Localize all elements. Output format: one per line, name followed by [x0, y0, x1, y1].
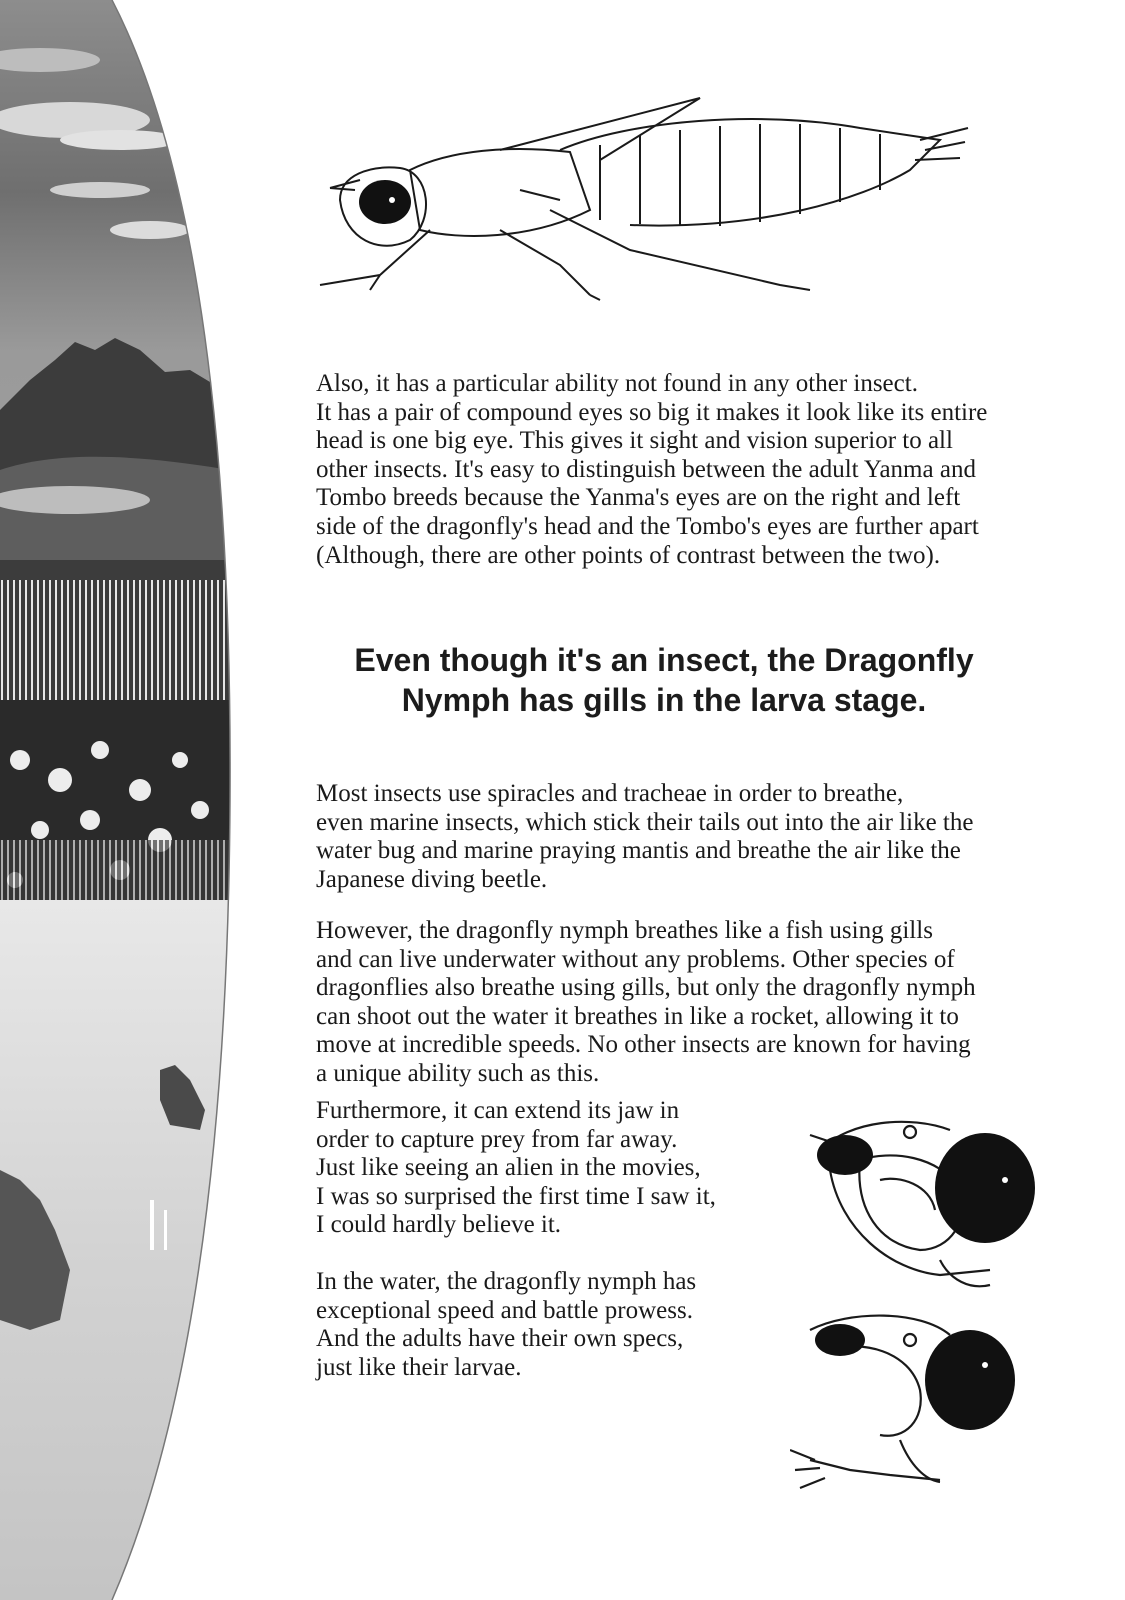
extending-jaw-paragraph: Furthermore, it can extend its jaw in order to capture prey from far away. Just like seeing an alien in the movies, I was so surprised the first time I saw it, I could hardly believe it. [316, 1097, 716, 1239]
landscape-side-art [0, 0, 260, 1600]
dragonfly-nymph-illustration [300, 90, 1000, 320]
battle-prowess-paragraph: In the water, the dragonfly nymph has exceptional speed and battle prowess. And the adults have their own specs, just like their larvae. [316, 1268, 697, 1381]
nymph-head-illustration-lower [790, 1310, 1040, 1500]
gills-paragraph: However, the dragonfly nymph breathes like a fish using gills and can live underwater without any problems. Other species of dragonflies also breathe using gills, but only the dragonfly nymph can shoot out the water it breathes in like a rocket, allowing it to move at incredible speeds. No other insects are known for having a unique ability such as this. [316, 917, 976, 1087]
section-heading: Even though it's an insect, the Dragonfly Nymph has gills in the larva stage. [354, 642, 974, 718]
compound-eyes-paragraph: Also, it has a particular ability not found in any other insect. It has a pair of compound eyes so big it makes it look like its entire head is one big eye. This gives it sight and vision superior to all other insects. It's easy to distinguish between the adult Yanma and Tombo breeds because the Yanma's eyes are on the right and left side of the dragonfly's head and the Tombo's eyes are further apart (Although, there are other points of contrast between the two). [316, 370, 988, 569]
nymph-head-illustration-upper [800, 1110, 1060, 1310]
spiracles-paragraph: Most insects use spiracles and tracheae in order to breathe, even marine insects, which stick their tails out into the air like the water bug and marine praying mantis and breathe the air like the Japanese diving beetle. [316, 780, 974, 893]
